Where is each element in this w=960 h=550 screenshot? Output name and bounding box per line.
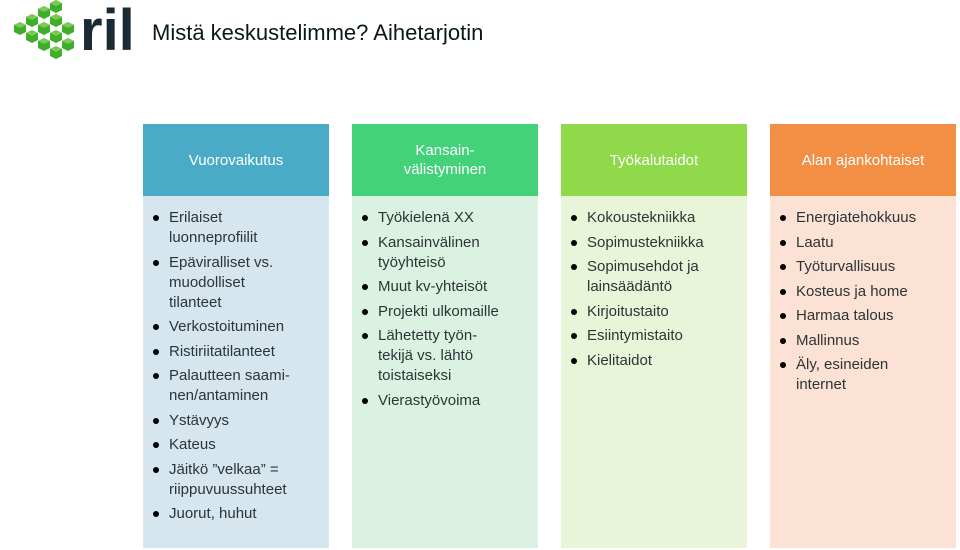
topic-item <box>151 253 325 313</box>
column-tyokalutaidot <box>561 124 747 548</box>
topic-list <box>151 208 325 524</box>
topic-item-text: Juorut, huhut <box>169 505 257 522</box>
topic-item <box>360 391 534 411</box>
column-vuorovaikutus <box>143 124 329 548</box>
topic-item <box>569 257 743 297</box>
topic-item-text: Kansainvälinen työyhteisö <box>378 233 480 271</box>
topic-item-text: Erilaiset luonneprofiilit <box>169 209 258 246</box>
topic-item-text: Jäitkö ”velkaa” = riippuvuussuhteet <box>169 460 287 498</box>
topic-item-text: Energiatehokkuus <box>796 209 917 226</box>
topic-item-text: Kateus <box>169 436 216 453</box>
topic-item-text: Laatu <box>796 233 834 251</box>
topic-item-text: Ystävyys <box>169 411 230 429</box>
topic-item-text: Kirjoitustaito <box>587 302 669 320</box>
topic-list <box>778 208 952 395</box>
column-header <box>352 124 538 196</box>
column-alan-ajankohtaiset <box>770 124 956 548</box>
topic-item <box>151 504 325 524</box>
ril-logo <box>6 0 135 63</box>
topic-item-text: Esiintymistaito <box>587 327 683 344</box>
column-header <box>770 124 956 196</box>
column-body <box>770 196 956 548</box>
page-title: Mistä keskustelimme? Aihetarjotin <box>152 20 484 45</box>
topic-item <box>778 306 952 326</box>
topic-item <box>151 342 325 362</box>
topic-item-text: Äly, esineiden internet <box>796 356 889 393</box>
column-header <box>561 124 747 196</box>
topic-item-text: Lähetetty työn- tekijä vs. lähtö toistaiseksi <box>378 327 478 384</box>
topic-item-text: Mallinnus <box>796 331 860 349</box>
column-kansainvalistyminen <box>352 124 538 548</box>
topic-list <box>569 208 743 371</box>
topic-item <box>569 208 743 228</box>
column-title: Alan ajankohtaiset <box>801 151 925 169</box>
topic-item <box>569 233 743 253</box>
topic-item-text: Muut kv-yhteisöt <box>378 278 488 295</box>
topic-item <box>778 257 952 277</box>
topic-item-text: Vierastyövoima <box>378 391 481 409</box>
topic-item-text: Työkielenä XX <box>378 209 474 226</box>
topic-item <box>569 326 743 346</box>
topic-item-text: Harmaa talous <box>796 307 894 324</box>
ril-logo-graphic <box>6 0 135 63</box>
column-title: Kansain- välistyminen <box>403 142 487 178</box>
topic-item <box>778 355 952 395</box>
column-body <box>561 196 747 548</box>
topic-item <box>151 208 325 248</box>
topic-item-text: Kosteus ja home <box>796 282 908 300</box>
topic-item <box>151 366 325 406</box>
topic-item-text: Kielitaidot <box>587 351 653 369</box>
logo-text: ril <box>80 0 135 63</box>
topic-item-text: Sopimusehdot ja lainsäädäntö <box>587 258 699 295</box>
topic-item <box>151 435 325 455</box>
topic-item <box>778 331 952 351</box>
topic-item <box>778 282 952 302</box>
topic-item <box>151 317 325 337</box>
topic-item <box>360 302 534 322</box>
column-title: Vuorovaikutus <box>188 151 284 169</box>
topic-item-text: Ristiriitatilanteet <box>169 342 275 360</box>
topic-item <box>778 208 952 228</box>
topic-item <box>778 233 952 253</box>
topic-item-text: Verkostoituminen <box>169 318 285 335</box>
topic-item-text: Sopimustekniikka <box>587 233 704 251</box>
column-body <box>352 196 538 548</box>
topic-item <box>360 277 534 297</box>
column-header <box>143 124 329 196</box>
topic-item <box>360 326 534 386</box>
topic-item-text: Työturvallisuus <box>796 258 896 275</box>
topic-list <box>360 208 534 411</box>
column-title: Työkalutaidot <box>609 151 699 169</box>
topic-item <box>569 302 743 322</box>
topic-item <box>151 460 325 500</box>
topic-item <box>569 351 743 371</box>
topic-item <box>151 411 325 431</box>
logo-cubes-icon <box>14 0 74 59</box>
topic-item-text: Palautteen saami- nen/antaminen <box>169 367 290 404</box>
column-body <box>143 196 329 548</box>
topic-item-text: Epäviralliset vs. muodolliset tilanteet <box>169 253 274 311</box>
topic-item <box>360 208 534 228</box>
topic-item <box>360 233 534 273</box>
topic-item-text: Kokoustekniikka <box>587 209 696 226</box>
topic-item-text: Projekti ulkomaille <box>378 302 499 320</box>
